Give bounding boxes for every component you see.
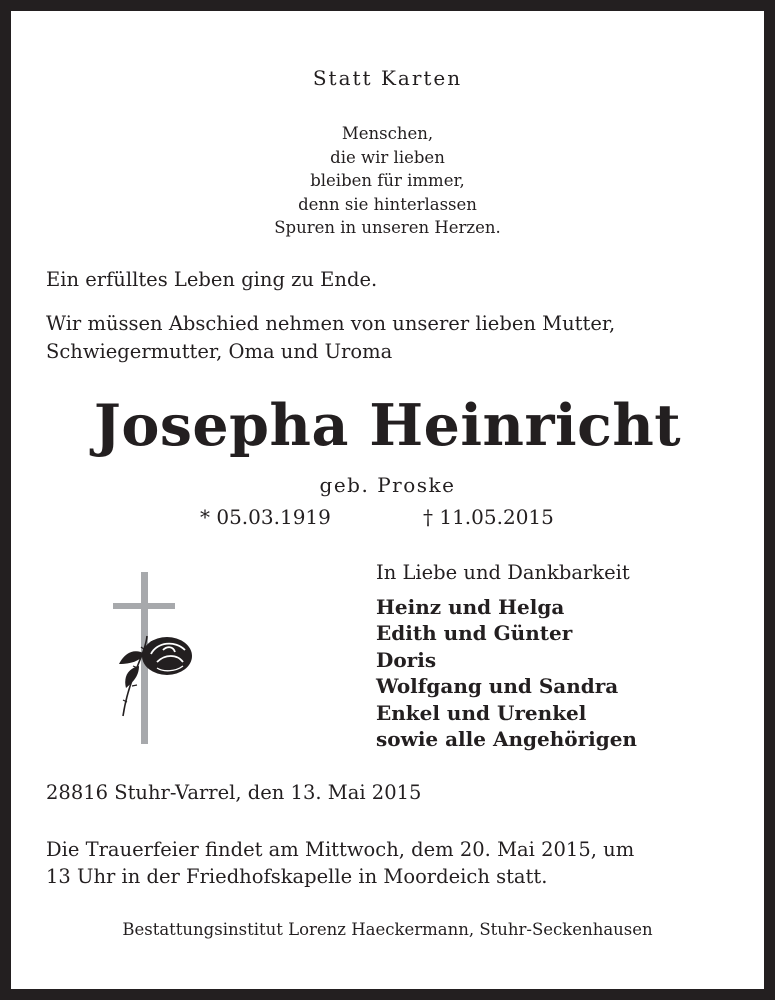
ceremony-line: Die Trauerfeier findet am Mittwoch, dem 20. Mai 2015, um xyxy=(46,838,635,861)
poem-line: denn sie hinterlassen xyxy=(298,194,477,214)
birth-name: geb. Proske xyxy=(319,473,456,497)
poem-line: Menschen, xyxy=(341,124,434,143)
poem-line: die wir lieben xyxy=(330,147,445,167)
rose-icon xyxy=(119,636,192,716)
header-statt-karten: Statt Karten xyxy=(312,66,463,90)
mourners-list xyxy=(376,594,637,752)
mourner-name: Wolfgang und Sandra xyxy=(376,674,619,699)
farewell-line: Schwiegermutter, Oma und Uroma xyxy=(46,340,393,363)
place-and-date: 28816 Stuhr-Varrel, den 13. Mai 2015 xyxy=(46,781,422,804)
undertaker: Bestattungsinstitut Lorenz Haeckermann, Stuhr-Seckenhausen xyxy=(122,920,653,939)
ceremony-line: 13 Uhr in der Friedhofskapelle in Moordeich statt. xyxy=(46,865,548,888)
mourners-intro: In Liebe und Dankbarkeit xyxy=(376,561,630,584)
cross-horizontal-beam xyxy=(113,603,175,609)
poem-line: bleiben für immer, xyxy=(310,171,465,190)
farewell-line: Wir müssen Abschied nehmen von unserer lieben Mutter, xyxy=(46,312,616,335)
cross-with-rose-icon xyxy=(105,568,205,748)
deceased-name: Josepha Heinricht xyxy=(93,392,682,459)
mourner-name: Doris xyxy=(376,647,437,672)
poem-line: Spuren in unseren Herzen. xyxy=(274,218,501,237)
ceremony-info xyxy=(46,836,634,890)
intro-line: Ein erfülltes Leben ging zu Ende. xyxy=(46,268,378,291)
death-date: † 11.05.2015 xyxy=(423,505,554,529)
mourner-name: Heinz und Helga xyxy=(376,595,565,619)
birth-date: * 05.03.1919 xyxy=(200,505,331,529)
mourner-name: Enkel und Urenkel xyxy=(376,700,587,725)
farewell-text xyxy=(46,310,615,366)
poem xyxy=(0,122,775,240)
mourner-name: Edith und Günter xyxy=(376,621,573,646)
mourner-name: sowie alle Angehörigen xyxy=(376,727,637,752)
